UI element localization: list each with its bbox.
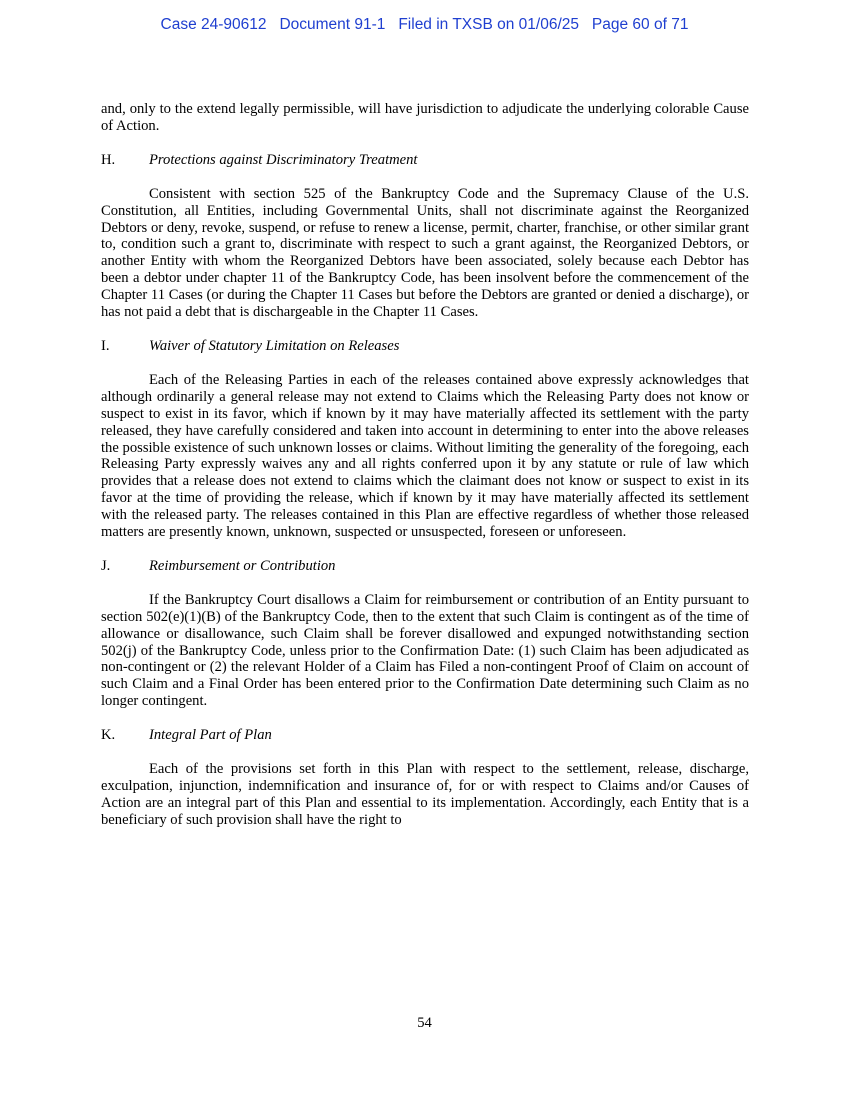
section-letter: J.: [101, 557, 111, 574]
case-header: Case 24-90612 Document 91-1 Filed in TXSB on 01/06/25 Page 60 of 71: [160, 16, 689, 33]
section-title: Protections against Discriminatory Treatment: [149, 151, 418, 168]
section-body-j: If the Bankruptcy Court disallows a Claim for reimbursement or contribution of an Entity pursuant to section 502(e)(1)(B) of the Bankruptcy Code, then to the extent that such Claim is contingent as of the time of allowance or disallowance, such Claim shall be forever disallowed and expunged notwithstanding section 502(j) of the Bankruptcy Code, unless prior to the Confirmation Date: (1) such Claim has been adjudicated as non-contingent or (2) the relevant Holder of a Claim has Filed a non-contingent Proof of Claim on account of such Claim and a Final Order has been entered prior to the Confirmation Date determining such Claim as no longer contingent.: [101, 591, 749, 710]
section-heading-i: [101, 338, 749, 355]
section-title: Waiver of Statutory Limitation on Releases: [149, 337, 400, 354]
section-body-k: Each of the provisions set forth in this Plan with respect to the settlement, release, discharge, exculpation, injunction, indemnification and insurance of, for or with respect to Claims and/or Causes of Action are an integral part of this Plan and essential to its implementation. Accordingly, each Entity that is a beneficiary of such provision shall have the right to: [101, 761, 749, 828]
section-heading-h: [101, 152, 749, 169]
page-number: 54: [417, 1015, 432, 1031]
document-body: [101, 101, 749, 846]
section-body-h: Consistent with section 525 of the Bankruptcy Code and the Supremacy Clause of the U.S. Constitution, all Entities, including Governmental Units, shall not discriminate against the Reorganized Debtors or deny, revoke, suspend, or refuse to renew a license, permit, charter, franchise, or other similar grant to, condition such a grant to, discriminate with respect to such a grant against, the Reorganized Debtors, or another Entity with whom the Reorganized Debtors have been associated, solely because each Debtor has been a debtor under chapter 11 of the Bankruptcy Code, has been insolvent before the commencement of the Chapter 11 Cases (or during the Chapter 11 Cases but before the Debtors are granted or denied a discharge), or has not paid a debt that is dischargeable in the Chapter 11 Cases.: [101, 185, 749, 321]
section-title: Reimbursement or Contribution: [149, 557, 336, 574]
section-body-i: Each of the Releasing Parties in each of the releases contained above expressly acknowledges that although ordinarily a general release may not extend to Claims which the Releasing Party does not know or suspect to exist in its favor, which if known by it may have materially affected its settlement with the party released, they have carefully considered and taken into account in determining to enter into the above releases the possible existence of such unknown losses or claims. Without limiting the generality of the foregoing, each Releasing Party expressly waives any and all rights conferred upon it by any statute or rule of law which provides that a release does not extend to claims which the claimant does not know or suspect to exist in its favor at the time of providing the release, which if known by it may have materially affected its settlement with the released party. The releases contained in this Plan are effective regardless of whether those released matters are presently known, unknown, suspected or unsuspected, foreseen or unforeseen.: [101, 371, 749, 541]
section-title: Integral Part of Plan: [149, 727, 272, 744]
section-heading-k: [101, 727, 749, 744]
section-letter: K.: [101, 727, 116, 744]
section-letter: H.: [101, 151, 116, 168]
intro-paragraph: and, only to the extend legally permissible, will have jurisdiction to adjudicate the underlying colorable Cause of Action.: [101, 101, 749, 134]
section-heading-j: [101, 558, 749, 575]
section-letter: I.: [101, 337, 110, 354]
